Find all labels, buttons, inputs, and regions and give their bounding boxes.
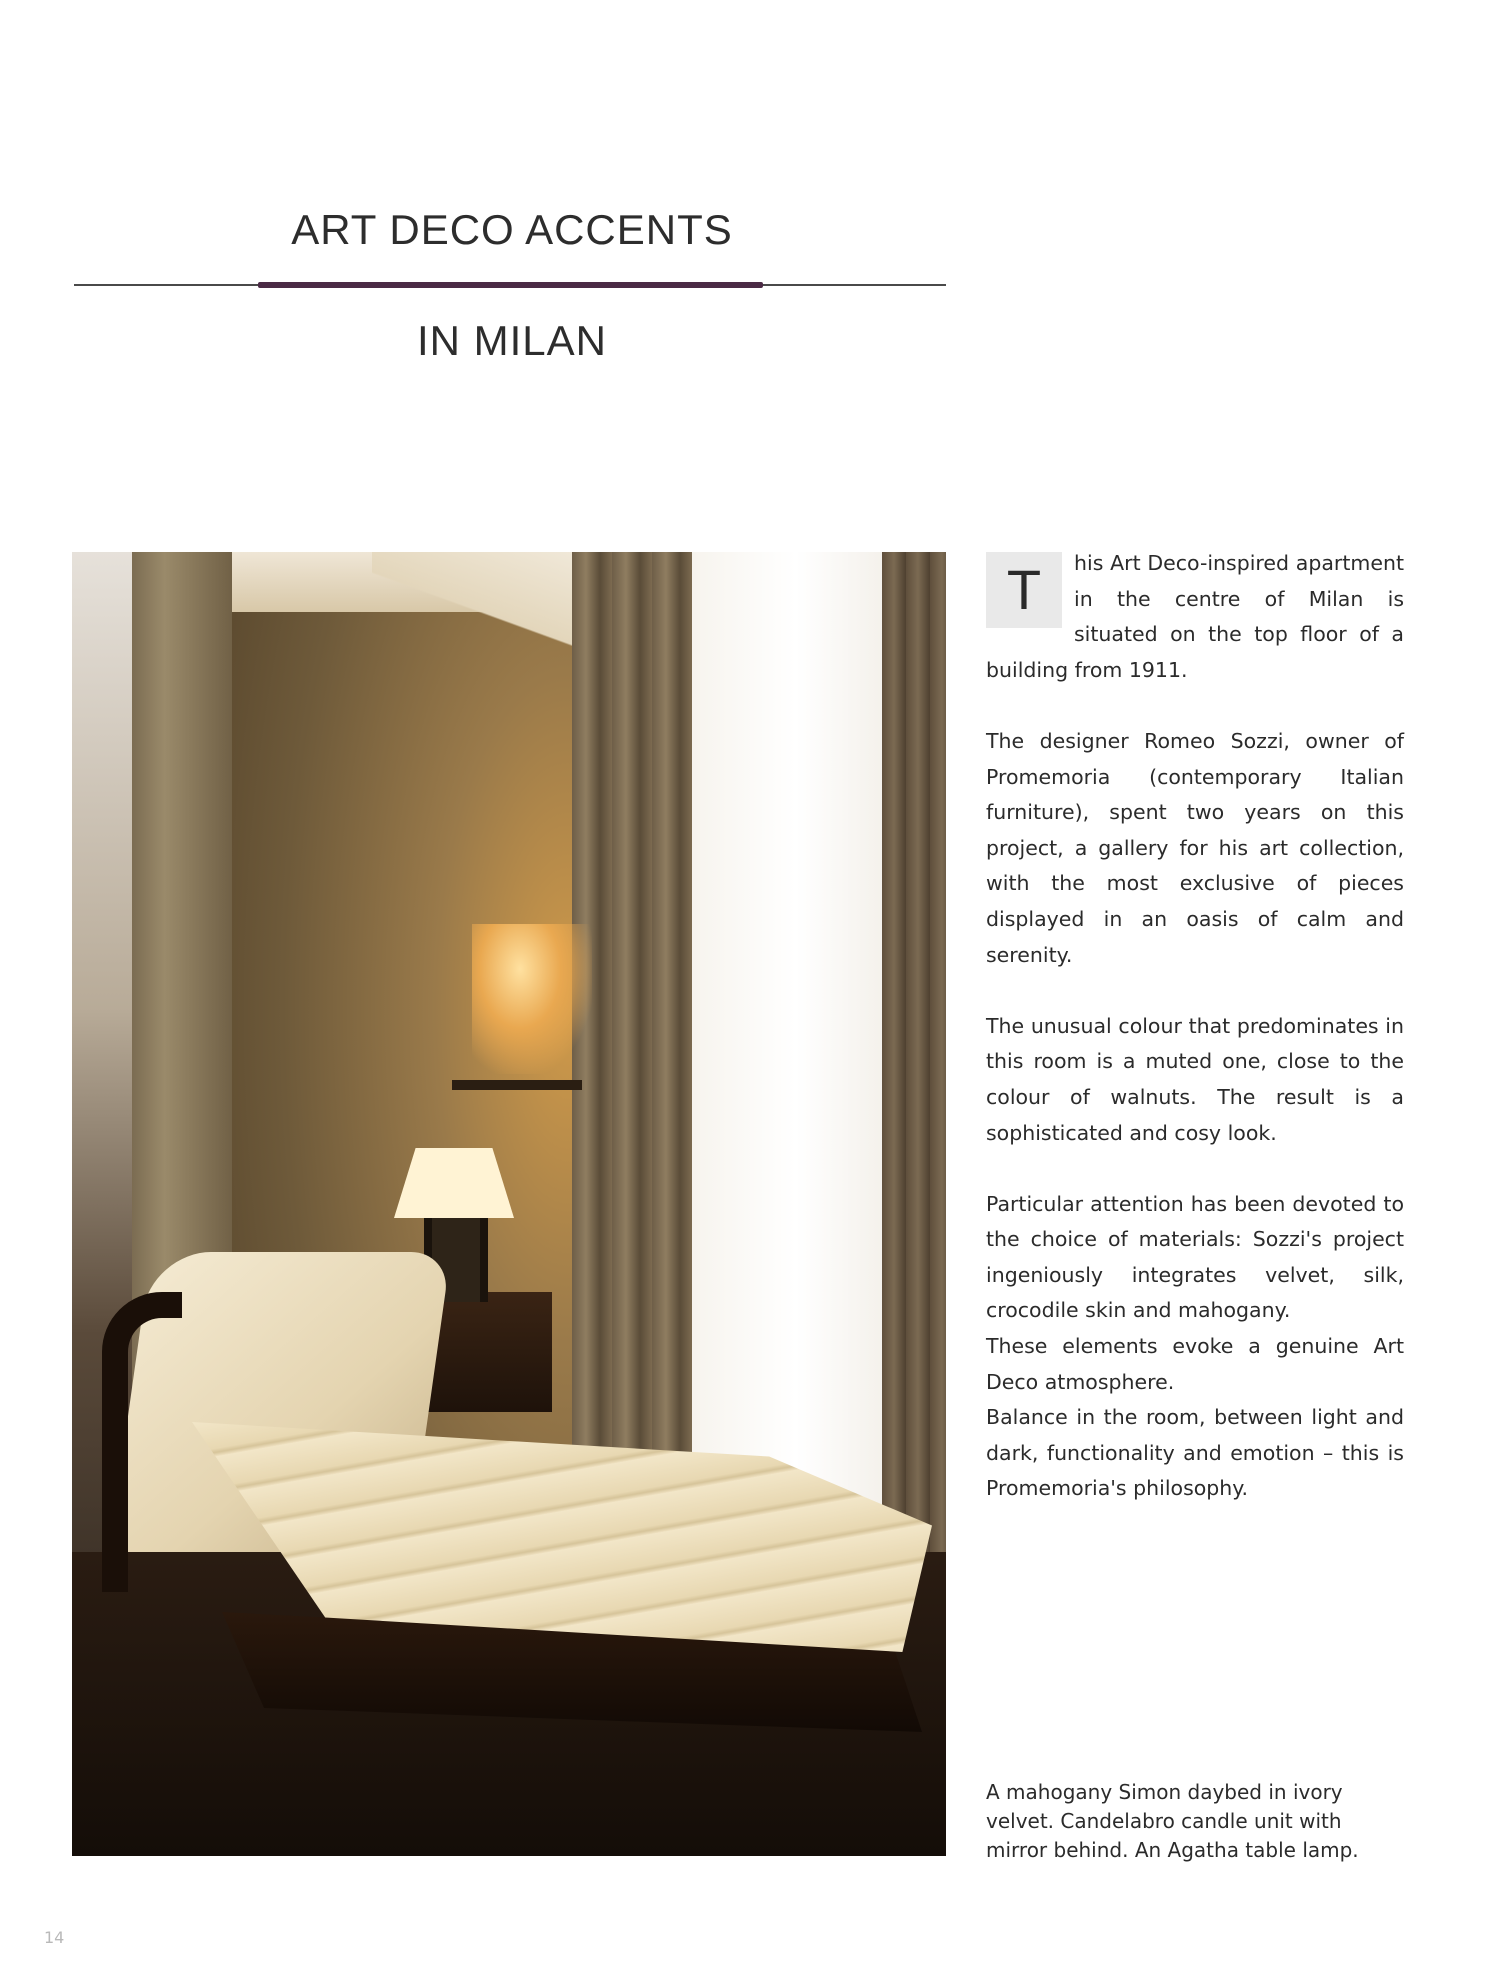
page-title-line-2: IN MILAN bbox=[416, 317, 608, 364]
article-paragraph: Particular attention has been devoted to the choice of materials: Sozzi's project ingeniously integrates velvet, silk, crocodile skin and mahogany. bbox=[986, 1191, 1404, 1323]
article-paragraph: Balance in the room, between light and dark, functionality and emotion – this is Promemoria's philosophy. bbox=[986, 1405, 1404, 1501]
article-intro-text: his Art Deco-inspired apartment in the centre of Milan is situated on the top floor of a building from 1911. bbox=[986, 551, 1404, 682]
article-paragraph: These elements evoke a genuine Art Deco atmosphere. bbox=[986, 1334, 1404, 1394]
article-paragraph: The designer Romeo Sozzi, owner of Promemoria (contemporary Italian furniture), spent two years on this project, a gallery for his art collection, with the most exclusive of pieces displayed in an oasis of calm and serenity. bbox=[986, 728, 1404, 967]
page-number: 14 bbox=[44, 1928, 65, 1947]
article-body bbox=[986, 546, 1404, 1507]
photo-candelabro-shelf bbox=[452, 1080, 582, 1090]
interior-photo bbox=[72, 552, 946, 1856]
article-intro bbox=[986, 546, 1404, 688]
photo-caption: A mahogany Simon daybed in ivory velvet. Candelabro candle unit with mirror behind. An Agatha table lamp. bbox=[986, 1780, 1359, 1862]
title-divider-accent bbox=[258, 282, 763, 288]
drop-cap: T bbox=[986, 552, 1062, 628]
photo-candelabro-glow bbox=[472, 924, 592, 1074]
photo-daybed-arm bbox=[102, 1292, 182, 1592]
article-paragraph: The unusual colour that predominates in this room is a muted one, close to the colour of walnuts. The result is a sophisticated and cosy look. bbox=[986, 1013, 1404, 1145]
page-title-line-1: ART DECO ACCENTS bbox=[291, 206, 733, 253]
